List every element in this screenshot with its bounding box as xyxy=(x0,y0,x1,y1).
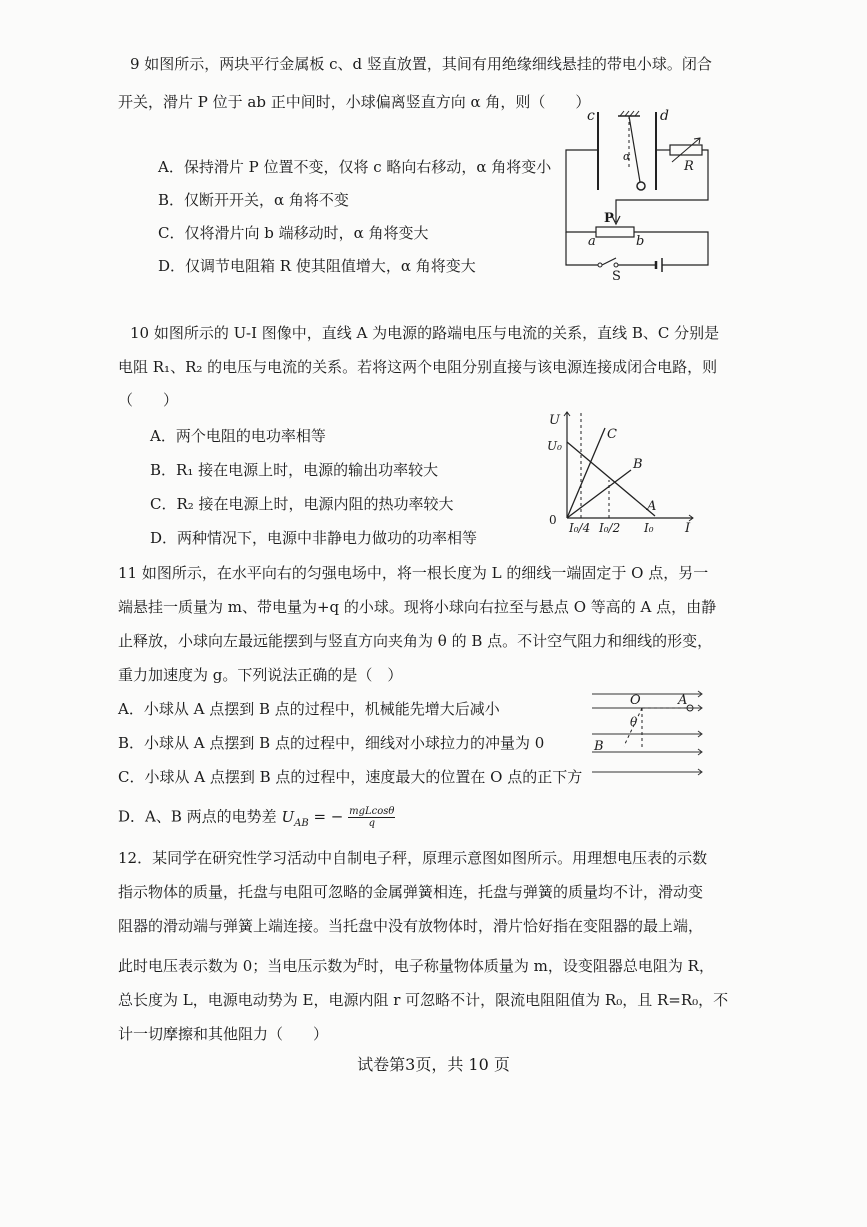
q11-option-a: A．小球从 A 点摆到 B 点的过程中，机械能先增大后减小 xyxy=(118,700,500,718)
q10-line3: （ ） xyxy=(118,391,179,409)
q11-line1: 11 如图所示，在水平向右的匀强电场中，将一根长度为 L 的细线一端固定于 O 点，另一 xyxy=(118,564,709,582)
page-footer: 试卷第3页，共 10 页 xyxy=(357,1055,510,1074)
label-c: c xyxy=(587,108,595,124)
label-A: A xyxy=(678,693,688,708)
label-R: R xyxy=(684,159,694,174)
label-A: A xyxy=(647,499,657,514)
axis-label-I: I xyxy=(685,521,691,536)
slide-rheostat xyxy=(596,227,634,237)
q12-line2: 指示物体的质量，托盘与电阻可忽略的金属弹簧相连，托盘与弹簧的质量均不计，滑动变 xyxy=(118,883,704,901)
axis-label-U: U xyxy=(549,413,560,428)
q11-option-d-text: D．A、B 两点的电势差 xyxy=(118,807,277,826)
q10-option-a: A．两个电阻的电功率相等 xyxy=(150,427,326,445)
tick-I0-2: I₀/2 xyxy=(599,521,621,535)
q11-option-d-eq: = − xyxy=(313,807,344,826)
label-a: a xyxy=(588,234,596,249)
q9-option-a: A．保持滑片 P 位置不变，仅将 c 略向右移动，α 角将变小 xyxy=(158,158,552,176)
q12-line4-part1: 此时电压表示数为 0；当电压示数为 xyxy=(118,957,358,975)
q11-option-d-formula: $U_{AB}$ xyxy=(281,807,309,829)
label-d: d xyxy=(660,108,669,124)
q10-line1: 10 如图所示的 U-I 图像中，直线 A 为电源的路端电压与电流的关系，直线 B、C 分别是 xyxy=(130,324,720,342)
q11-option-d xyxy=(118,806,395,834)
q12-line4-part2: 时，电子称量物体质量为 m，设变阻器总电阻为 R， xyxy=(363,957,714,975)
q12-line3: 阻器的滑动端与弹簧上端连接。当托盘中没有放物体时，滑片恰好指在变阻器的最上端， xyxy=(118,917,704,935)
tick-I0: I₀ xyxy=(644,521,654,535)
q10-line2: 电阻 R₁、R₂ 的电压与电流的关系。若将这两个电阻分别直接与该电源连接成闭合电路，则 xyxy=(118,358,718,376)
origin-label: 0 xyxy=(549,513,557,527)
q10-option-c: C．R₂ 接在电源上时，电源内阻的热功率较大 xyxy=(150,495,454,513)
q12-line6: 计一切摩擦和其他阻力（ ） xyxy=(118,1025,329,1043)
q11-option-c: C．小球从 A 点摆到 B 点的过程中，速度最大的位置在 O 点的正下方 xyxy=(118,768,583,786)
tick-I0-4: I₀/4 xyxy=(569,521,591,535)
tick-U0: U₀ xyxy=(547,439,562,453)
q12-line1: 12．某同学在研究性学习活动中自制电子秤，原理示意图如图所示。用理想电压表的示数 xyxy=(118,849,708,867)
q9-line2: 开关，滑片 P 位于 ab 正中间时，小球偏离竖直方向 α 角，则（ ） xyxy=(118,93,591,111)
q11-field-figure xyxy=(590,688,720,778)
label-P: P xyxy=(604,211,614,226)
q10-option-b: B．R₁ 接在电源上时，电源的输出功率较大 xyxy=(150,461,439,479)
label-theta: θ xyxy=(630,715,638,729)
q12-fraction-E: E xyxy=(357,958,364,968)
label-O: O xyxy=(630,693,641,708)
label-B: B xyxy=(594,739,604,754)
line-A xyxy=(567,442,655,516)
q11-line3: 止释放，小球向左最远能摆到与竖直方向夹角为 θ 的 B 点。不计空气阻力和细线的形变， xyxy=(118,632,713,650)
q9-option-c: C．仅将滑片向 b 端移动时，α 角将变大 xyxy=(158,224,429,242)
q9-option-d: D．仅调节电阻箱 R 使其阻值增大，α 角将变大 xyxy=(158,257,476,275)
label-S: S xyxy=(612,269,621,284)
label-B: B xyxy=(633,457,643,472)
q12-line4 xyxy=(118,953,714,976)
q11-option-b: B．小球从 A 点摆到 B 点的过程中，细线对小球拉力的冲量为 0 xyxy=(118,734,545,752)
thread xyxy=(629,116,640,182)
q10-option-d: D．两种情况下，电源中非静电力做功的功率相等 xyxy=(150,529,478,547)
q11-option-d-fraction: $\frac{\text{mgLcosθ}}{q}$ xyxy=(349,806,395,829)
label-alpha: α xyxy=(623,150,631,163)
q9-option-b: B．仅断开开关，α 角将不变 xyxy=(158,191,349,209)
label-b: b xyxy=(636,234,645,249)
q9-circuit-figure xyxy=(560,100,730,284)
charged-ball xyxy=(637,182,645,190)
q9-line1: 9 如图所示，两块平行金属板 c、d 竖直放置，其间有用绝缘细线悬挂的带电小球。闭合 xyxy=(130,55,712,73)
q11-line4: 重力加速度为 g。下列说法正确的是（ ） xyxy=(118,666,403,684)
q10-ui-graph xyxy=(543,408,703,538)
q12-line5: 总长度为 L，电源电动势为 E，电源内阻 r 可忽略不计，限流电阻阻值为 R₀，且 R=R₀，不 xyxy=(118,991,729,1009)
label-C: C xyxy=(607,427,617,442)
q11-line2: 端悬挂一质量为 m、带电量为+q 的小球。现将小球向右拉至与悬点 O 等高的 A 点，由静 xyxy=(118,598,717,616)
